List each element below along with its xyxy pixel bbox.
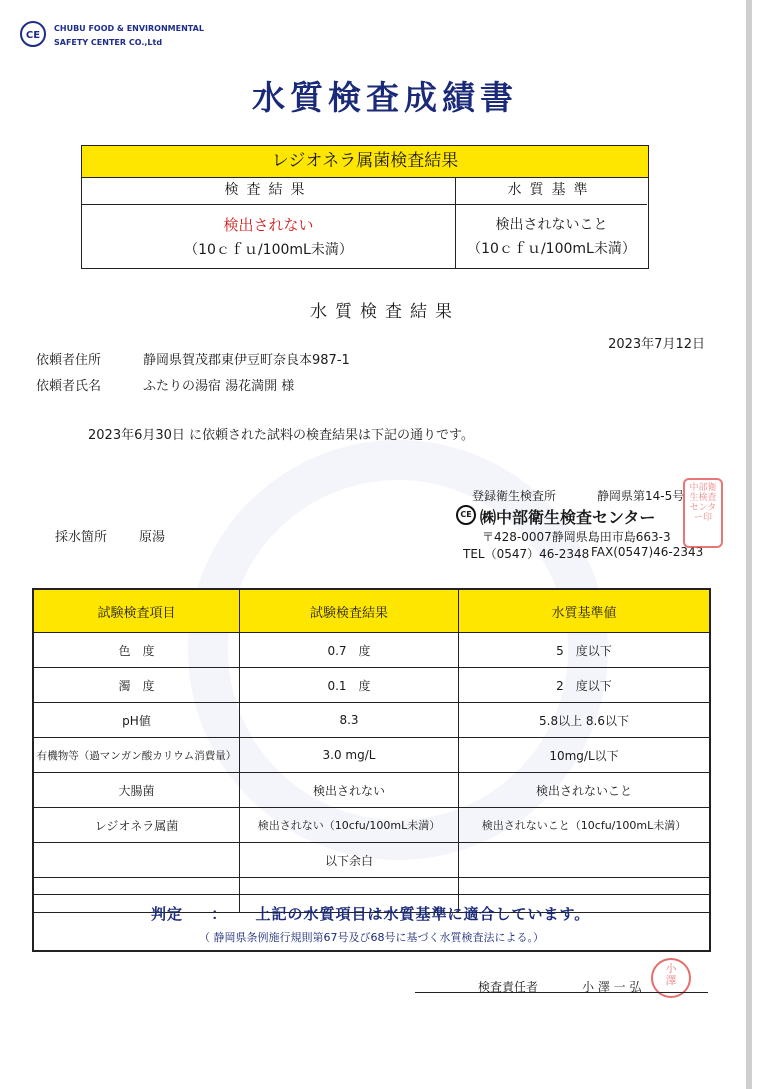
verdict-box <box>32 894 711 952</box>
legionella-summary-box <box>81 145 649 269</box>
legionella-result-column <box>82 177 456 268</box>
lab-registration-label: 登録衛生検査所 <box>472 489 557 503</box>
verdict-note: （ 静岡県条例施行規則第67号及び68号に基づく水質検査法による。） <box>199 931 544 944</box>
cell-standard: 5.8以上 8.6以下 <box>459 703 711 738</box>
cell-result: 0.1 度 <box>240 668 459 703</box>
cell-result: 検出されない（10cfu/100mL未満） <box>240 808 459 843</box>
inspector-seal-text: 小澤 <box>665 962 677 987</box>
client-address: 静岡県賀茂郡東伊豆町奈良本987-1 <box>143 353 350 368</box>
cell-item: レジオネラ属菌 <box>33 808 240 843</box>
legionella-standard-note: （10ｃｆｕ/100mL未満） <box>467 241 636 257</box>
client-name-label: 依頼者氏名 <box>36 379 102 394</box>
lab-address: 〒428-0007静岡県島田市島663-3 <box>482 530 671 544</box>
legionella-standard-value: 検出されないこと <box>495 217 608 233</box>
cell-item: 大腸菌 <box>33 773 240 808</box>
cell-result: 以下余白 <box>240 843 459 878</box>
company-logo-icon <box>20 21 46 47</box>
cell-standard: 10mg/L以下 <box>459 738 711 773</box>
svg-text:CE: CE <box>25 30 41 41</box>
lab-name: ㈱中部衛生検査センター <box>480 508 656 527</box>
cell-item <box>33 843 240 878</box>
cell-item: 有機物等（過マンガン酸カリウム消費量） <box>33 738 240 773</box>
company-name-en-line1: CHUBU FOOD & ENVIRONMENTAL <box>54 24 204 33</box>
lab-registration-number: 静岡県第14-5号 <box>597 489 685 503</box>
client-name: ふたりの湯宿 湯花満開 様 <box>143 379 295 394</box>
page-title: 水質検査成績書 <box>252 78 518 117</box>
inspector-label: 検査責任者 <box>478 980 539 994</box>
table-row <box>33 808 710 843</box>
legionella-standard-column <box>456 177 647 268</box>
client-address-label: 依頼者住所 <box>36 353 102 368</box>
legionella-result-label: 検査結果 <box>82 177 455 205</box>
legionella-standard-label: 水質基準 <box>456 177 647 205</box>
table-row <box>33 668 710 703</box>
signature-line <box>415 992 708 993</box>
header-test-result: 試験検査結果 <box>240 589 459 633</box>
legionella-result-note: （10ｃｆｕ/100mL未満） <box>184 242 353 258</box>
lab-seal-stamp <box>683 478 723 548</box>
lab-logo-icon: CE <box>456 505 476 525</box>
legionella-result-value: 検出されない <box>223 216 314 234</box>
header-test-item: 試験検査項目 <box>33 589 240 633</box>
results-table <box>32 588 711 913</box>
lab-seal-text: 中部衛生検査センター印 <box>689 483 717 523</box>
cell-standard: 5 度以下 <box>459 633 711 668</box>
sampling-label: 採水箇所 <box>55 530 108 545</box>
cell-result: 0.7 度 <box>240 633 459 668</box>
table-row <box>33 703 710 738</box>
inspector-name: 小 澤 一 弘 <box>582 980 642 994</box>
legionella-summary-header: レジオネラ属菌検査結果 <box>82 146 648 178</box>
cell-result: 8.3 <box>240 703 459 738</box>
table-row <box>33 738 710 773</box>
company-name-en-line2: SAFETY CENTER CO.,Ltd <box>54 38 163 47</box>
cell-item: 色 度 <box>33 633 240 668</box>
intro-text: 2023年6月30日 に依頼された試料の検査結果は下記の通りです。 <box>88 428 474 443</box>
sampling-value: 原湯 <box>139 530 166 545</box>
cell-result: 検出されない <box>240 773 459 808</box>
lab-fax: FAX(0547)46-2343 <box>591 545 704 559</box>
results-subtitle: 水質検査結果 <box>310 302 460 322</box>
lab-tel: TEL（0547）46-2348 <box>463 547 590 561</box>
table-row <box>33 843 710 878</box>
verdict-colon: ： <box>211 905 228 923</box>
cell-standard: 2 度以下 <box>459 668 711 703</box>
verdict-line <box>151 903 590 924</box>
table-row <box>33 633 710 668</box>
verdict-text: 上記の水質項目は水質基準に適合しています。 <box>255 905 591 923</box>
results-table-header <box>33 589 710 633</box>
table-row <box>33 773 710 808</box>
verdict-label: 判定 <box>151 905 184 923</box>
cell-result: 3.0 mg/L <box>240 738 459 773</box>
cell-standard <box>459 843 711 878</box>
cell-item: pH値 <box>33 703 240 738</box>
cell-standard: 検出されないこと <box>459 773 711 808</box>
cell-standard: 検出されないこと（10cfu/100mL未満） <box>459 808 711 843</box>
issue-date: 2023年7月12日 <box>608 337 705 352</box>
header-standard-value: 水質基準値 <box>459 589 711 633</box>
cell-item: 濁 度 <box>33 668 240 703</box>
